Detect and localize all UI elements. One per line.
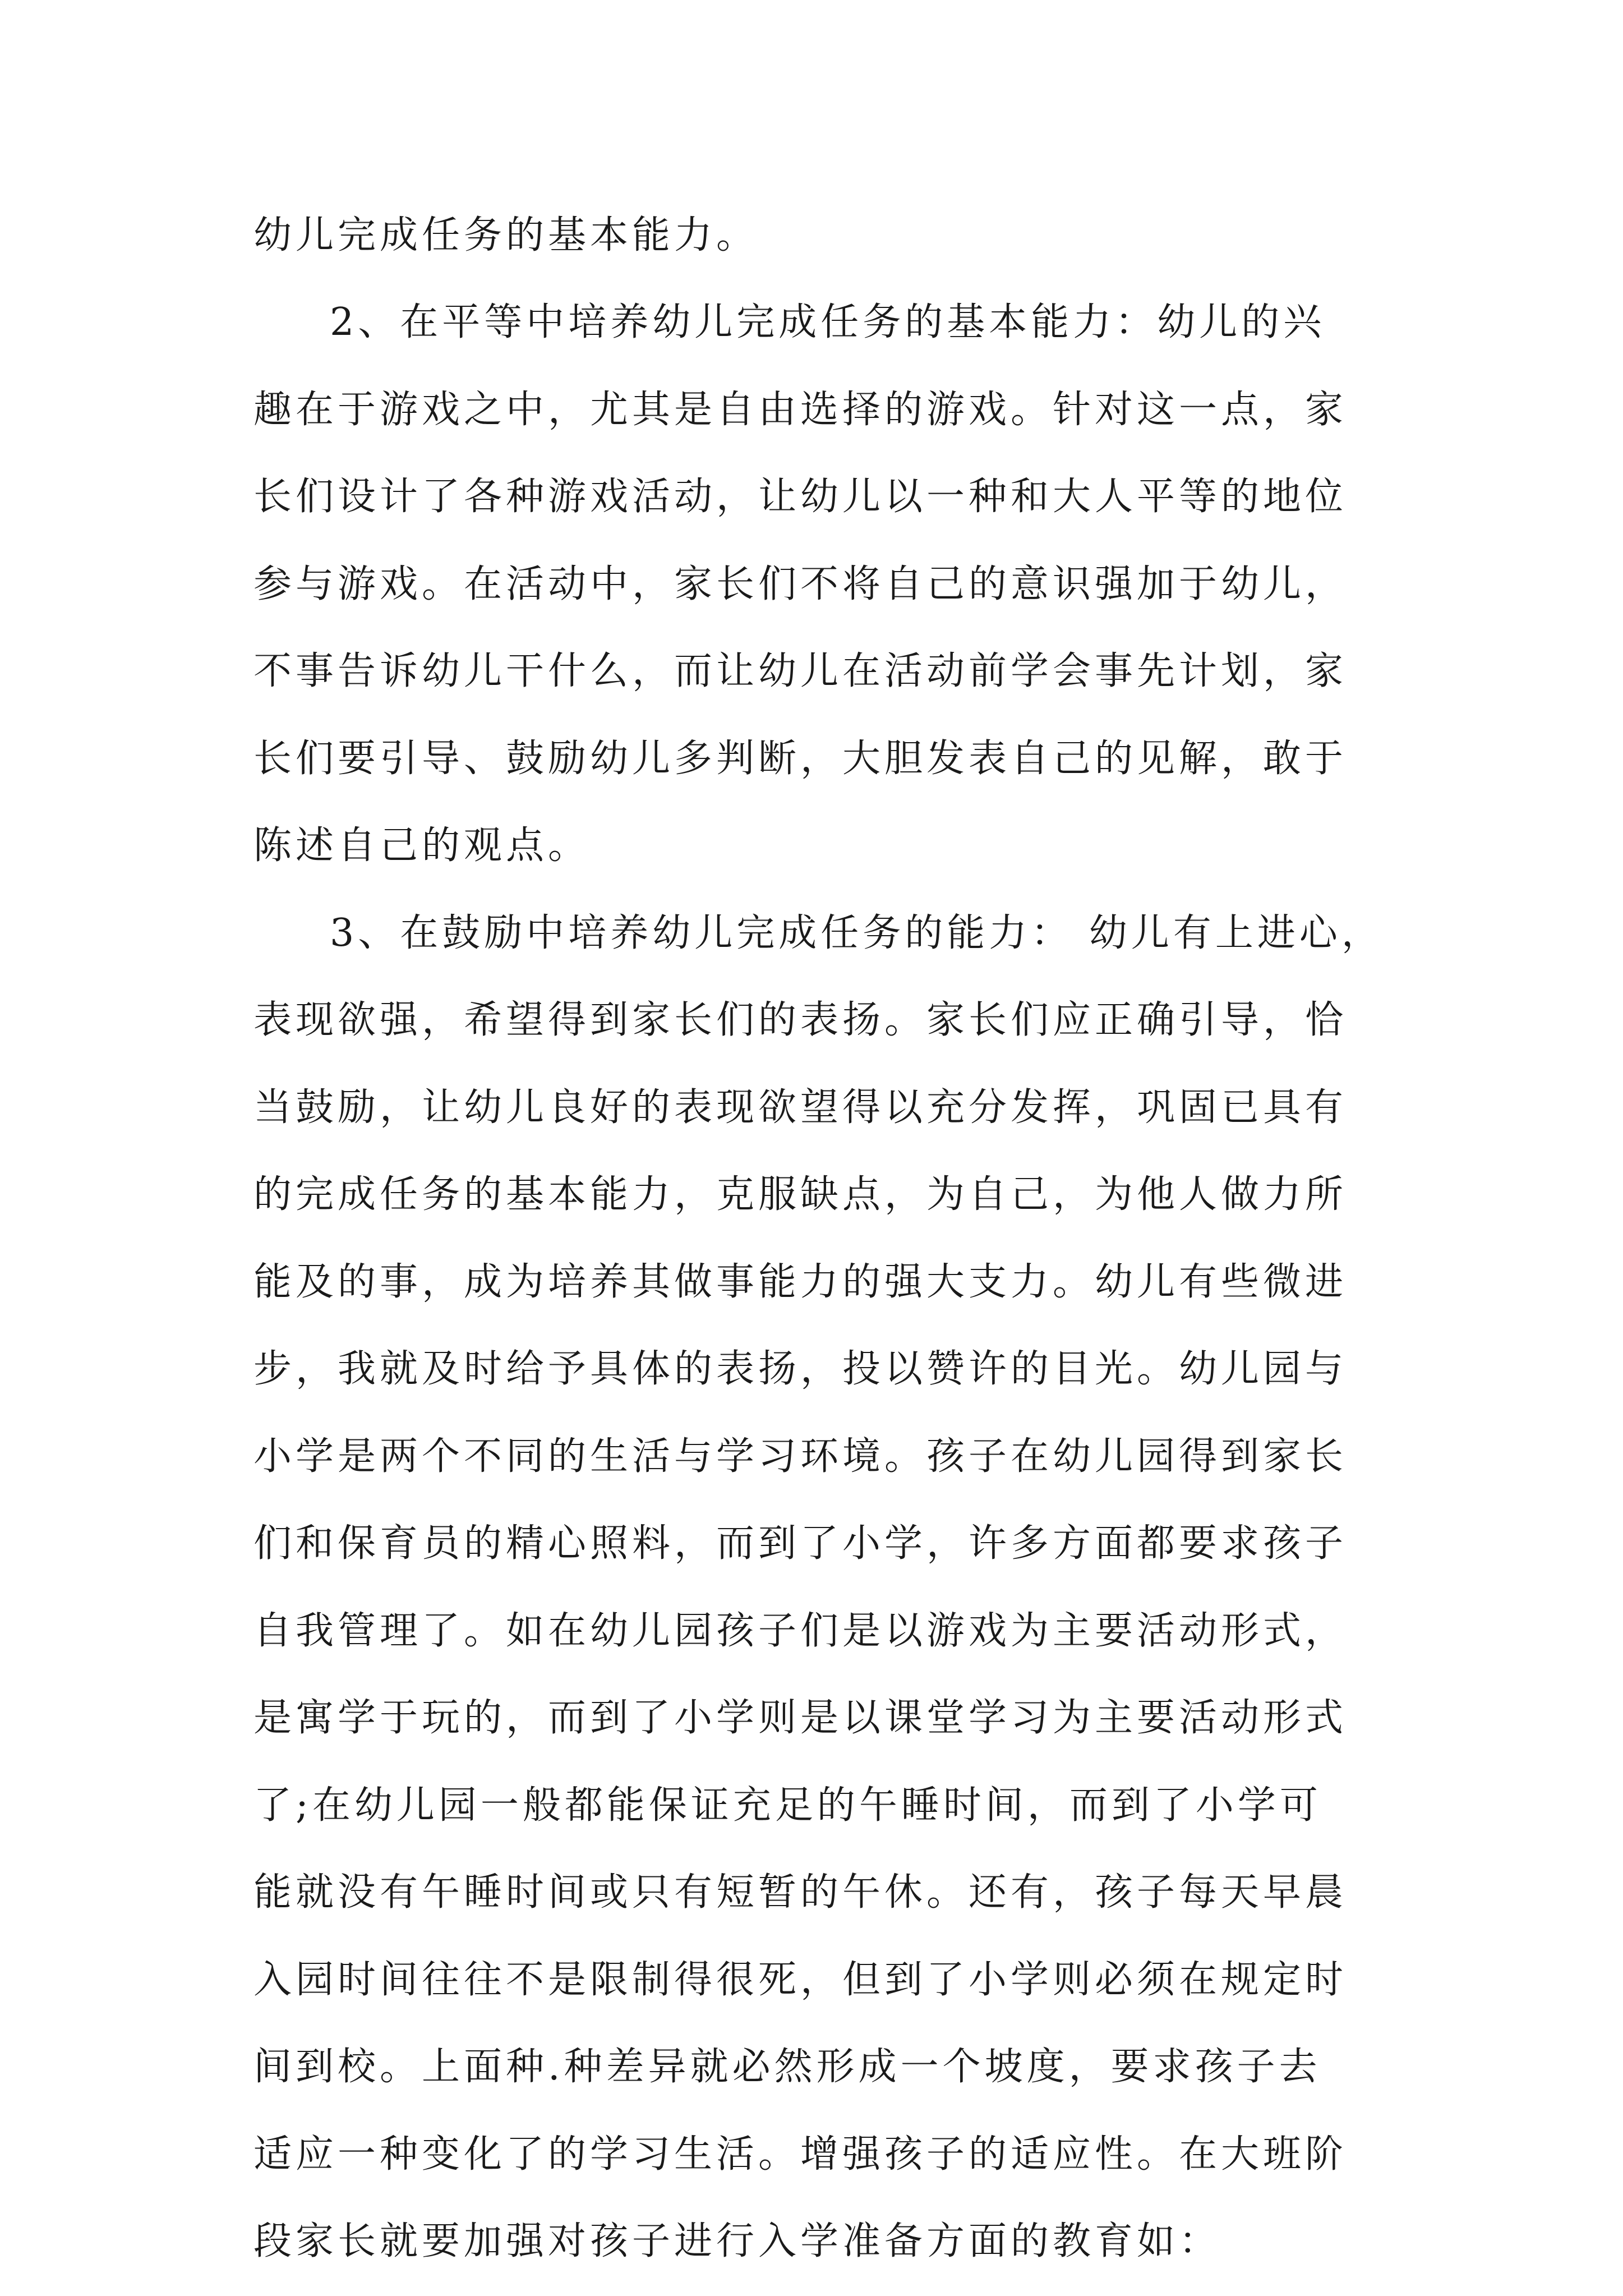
text-line: 能就没有午睡时间或只有短暂的午休。还有，孩子每天早晨	[253, 1870, 1348, 1915]
text-line: 小学是两个不同的生活与学习环境。孩子在幼儿园得到家长	[253, 1434, 1348, 1479]
text-line: 是寓学于玩的，而到了小学则是以课堂学习为主要活动形式	[253, 1696, 1348, 1740]
text-line: 长们设计了各种游戏活动，让幼儿以一种和大人平等的地位	[253, 475, 1348, 519]
text-line: 表现欲强，希望得到家长们的表扬。家长们应正确引导，恰	[253, 998, 1348, 1042]
text-line: 当鼓励，让幼儿良好的表现欲望得以充分发挥，巩固已具有	[253, 1085, 1348, 1130]
text-line: 步，我就及时给予具体的表扬，投以赞许的目光。幼儿园与	[253, 1347, 1348, 1391]
text-line: 能及的事，成为培养其做事能力的强大支力。幼儿有些微进	[253, 1260, 1348, 1304]
text-line: 们和保育员的精心照料，而到了小学，许多方面都要求孩子	[253, 1521, 1348, 1566]
text-line: 自我管理了。如在幼儿园孩子们是以游戏为主要活动形式，	[253, 1609, 1348, 1653]
text-line: 段家长就要加强对孩子进行入学准备方面的教育如：	[253, 2219, 1221, 2263]
text-line: 趣在于游戏之中，尤其是自由选择的游戏。针对这一点，家	[253, 388, 1348, 432]
text-line: 间到校。上面种.种差异就必然形成一个坡度，要求孩子去	[253, 2045, 1321, 2089]
text-line: 适应一种变化了的学习生活。增强孩子的适应性。在大班阶	[253, 2132, 1348, 2177]
text-line: 3、在鼓励中培养幼儿完成任务的能力： 幼儿有上进心，	[330, 911, 1384, 955]
text-line: 入园时间往往不是限制得很死，但到了小学则必须在规定时	[253, 1958, 1348, 2002]
text-line: 了;在幼儿园一般都能保证充足的午睡时间，而到了小学可	[253, 1783, 1322, 1828]
text-line: 参与游戏。在活动中，家长们不将自己的意识强加于幼儿，	[253, 562, 1348, 606]
text-line: 幼儿完成任务的基本能力。	[253, 213, 759, 257]
text-line: 2、在平等中培养幼儿完成任务的基本能力：幼儿的兴	[330, 300, 1326, 344]
text-line: 长们要引导、鼓励幼儿多判断，大胆发表自己的见解，敢于	[253, 737, 1348, 781]
text-line: 的完成任务的基本能力，克服缺点，为自己，为他人做力所	[253, 1172, 1348, 1217]
text-line: 陈述自己的观点。	[253, 823, 591, 868]
text-line: 不事告诉幼儿干什么，而让幼儿在活动前学会事先计划，家	[253, 649, 1348, 693]
